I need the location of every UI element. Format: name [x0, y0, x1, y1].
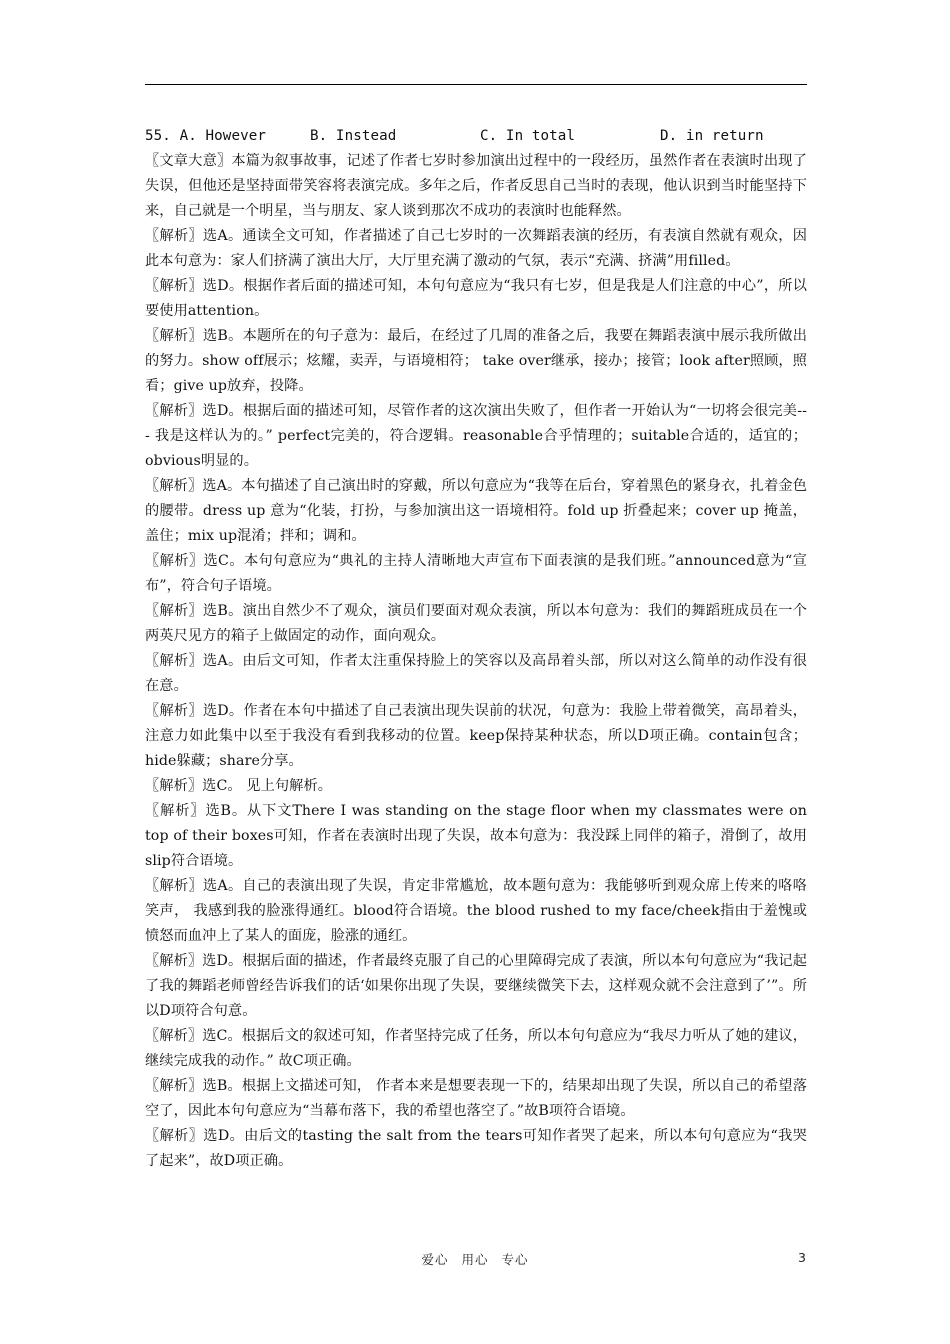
analysis-paragraph: 〖解析〗选B。演出自然少不了观众，演员们要面对观众表演，所以本句意为：我们的舞蹈班成员在一个两英尺见方的箱子上做固定的动作，面向观众。: [145, 603, 807, 644]
analysis-paragraph: 〖解析〗选D。根据后面的描述可知，尽管作者的这次演出失败了，但作者一开始认为“一切将会很完美--- 我是这样认为的。” perfect完美的，符合逻辑。reasonable合乎情理的；suitable合适的，适宜的；obvious明显的。: [145, 403, 807, 469]
analysis-paragraph: 〖解析〗选D。由后文的tasting the salt from the tears可知作者哭了起来，所以本句句意应为“我哭了起来”，故D项正确。: [145, 1128, 807, 1169]
analysis-paragraph: 〖解析〗选A。自己的表演出现了失误，肯定非常尴尬，故本题句意为：我能够听到观众席上传来的咯咯笑声， 我感到我的脸涨得通红。blood符合语境。the blood rushed to my face/cheek指由于羞愧或愤怒而血冲上了某人的面庞，脸涨的通红。: [145, 878, 807, 944]
analysis-paragraph: 〖解析〗选D。作者在本句中描述了自己表演出现失误前的状况，句意为：我脸上带着微笑，高昂着头，注意力如此集中以至于我没有看到我移动的位置。keep保持某种状态，所以D项正确。contain包含；hide躲藏；share分享。: [145, 703, 807, 769]
footer-slogan: [0, 1250, 950, 1268]
analysis-paragraph: 〖解析〗选C。根据后文的叙述可知，作者坚持完成了任务，所以本句句意应为“我尽力听从了她的建议，继续完成我的动作。” 故C项正确。: [145, 1028, 807, 1069]
document-body: [145, 124, 807, 1174]
footer-slogan-2: 用心: [461, 1252, 489, 1267]
analysis-paragraph: 〖解析〗选B。从下文There I was standing on the stage floor when my classmates were on top of their boxes可知，作者在表演时出现了失误，故本句意为：我没踩上同伴的箱子，滑倒了，故用slip符合语境。: [145, 803, 807, 869]
analysis-paragraph: 〖解析〗选B。本题所在的句子意为：最后，在经过了几周的准备之后，我要在舞蹈表演中展示我所做出的努力。show off展示；炫耀，卖弄，与语境相符； take over继承，接办；接管；look after照顾，照看；give up放弃，投降。: [145, 328, 807, 394]
option-a-text: A. However: [179, 128, 267, 144]
analysis-paragraph: 〖解析〗选B。根据上文描述可知， 作者本来是想要表现一下的，结果却出现了失误，所以自己的希望落空了，因此本句句意应为“当幕布落下，我的希望也落空了。”故B项符合语境。: [145, 1078, 807, 1119]
question-55-options: [145, 124, 807, 149]
option-b: B. Instead: [310, 128, 397, 144]
analysis-paragraph: 〖解析〗选A。通读全文可知，作者描述了自己七岁时的一次舞蹈表演的经历，有表演自然就有观众，因此本句意为：家人们挤满了演出大厅，大厅里充满了激动的气氛，表示“充满、挤满”用filled。: [145, 228, 807, 269]
analysis-paragraph: 〖解析〗选D。根据作者后面的描述可知，本句句意应为“我只有七岁，但是我是人们注意的中心”，所以要使用attention。: [145, 278, 807, 319]
header-rule: [145, 84, 807, 85]
analysis-paragraph: 〖解析〗选C。本句句意应为“典礼的主持人清晰地大声宣布下面表演的是我们班。”announced意为“宣布”，符合句子语境。: [145, 553, 807, 594]
footer-slogan-3: 专心: [501, 1252, 529, 1267]
page-number: 3: [798, 1250, 806, 1265]
analysis-paragraph: 〖解析〗选D。根据后面的描述，作者最终克服了自己的心里障碍完成了表演，所以本句句意应为“我记起了我的舞蹈老师曾经告诉我们的话‘如果你出现了失误，要继续微笑下去，这样观众就不会注意到了’”。所以D项符合句意。: [145, 953, 807, 1019]
question-number: 55.: [145, 128, 171, 144]
article-summary: 〖文章大意〗本篇为叙事故事，记述了作者七岁时参加演出过程中的一段经历，虽然作者在表演时出现了失误，但他还是坚持面带笑容将表演完成。多年之后，作者反思自己当时的表现，他认识到当时能坚持下来，自己就是一个明星，当与朋友、家人谈到那次不成功的表演时也能释然。: [145, 153, 807, 219]
footer-slogan-1: 爱心: [421, 1252, 449, 1267]
option-c: C. In total: [480, 128, 576, 144]
analysis-paragraph: 〖解析〗选A。由后文可知，作者太注重保持脸上的笑容以及高昂着头部，所以对这么简单的动作没有很在意。: [145, 653, 807, 694]
option-d: D. in return: [660, 128, 764, 144]
analysis-paragraph: 〖解析〗选A。本句描述了自己演出时的穿戴，所以句意应为“我等在后台，穿着黑色的紧身衣，扎着金色的腰带。dress up 意为“化装，打扮，与参加演出这一语境相符。fold up 折叠起来；cover up 掩盖，盖住；mix up混淆；拌和；调和。: [145, 478, 807, 544]
analysis-paragraph: 〖解析〗选C。 见上句解析。: [145, 778, 333, 794]
option-a: [145, 124, 310, 149]
